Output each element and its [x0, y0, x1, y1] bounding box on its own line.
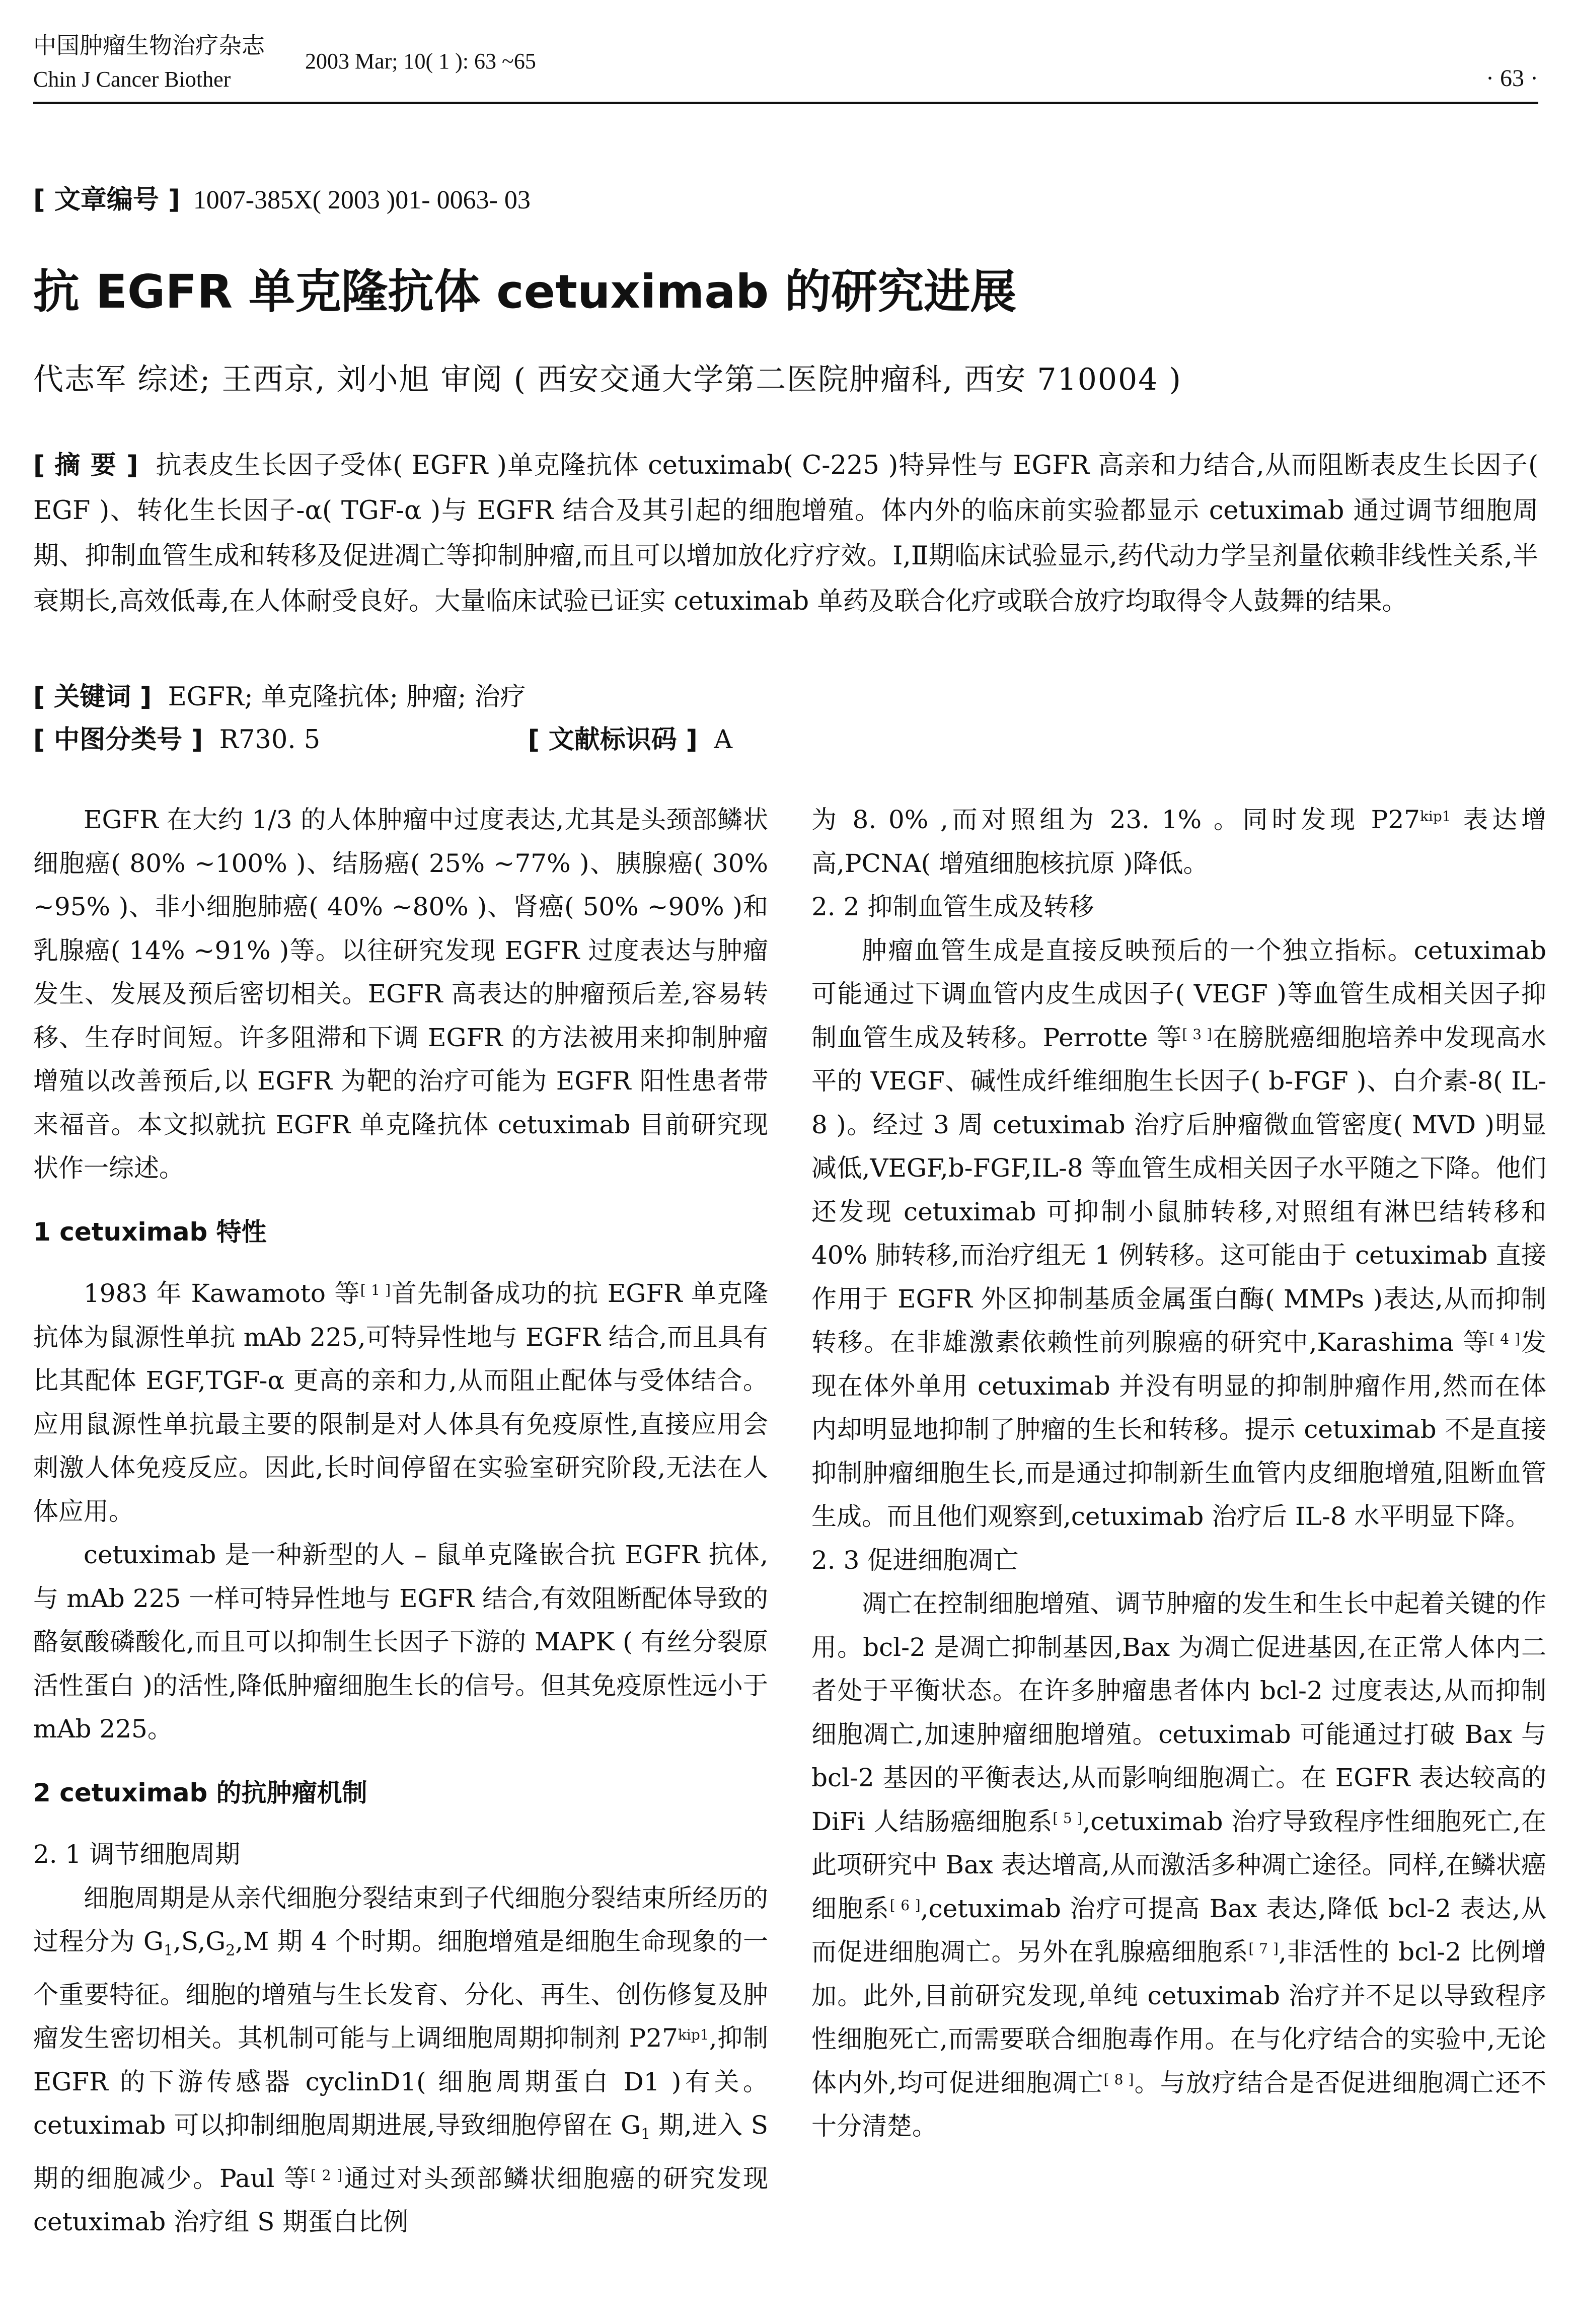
continued-paragraph: 为 8. 0% ,而对照组为 23. 1% 。同时发现 $P27^{kip1}$ 表达增高,PCNA( 增殖细胞核抗原 )降低。 — [811, 805, 1546, 878]
issue-info: 2003 Mar; 10( 1 ): 63 ~65 — [305, 49, 536, 74]
article-number-label: [ 文章编号 ] — [33, 185, 180, 215]
classification — [33, 717, 1538, 763]
page-number: · 63 · — [1486, 65, 1538, 92]
right-column — [811, 798, 1546, 2148]
abstract-label: [ 摘 要 ] — [33, 451, 138, 480]
section-2-1-paragraph: 细胞周期是从亲代细胞分裂结束到子代细胞分裂结束所经历的过程分为 $G_1,S,G_2,M$ 期 4 个时期。细胞增殖是细胞生命现象的一个重要特征。细胞的增殖与生长发育、分化、再生、创伤修复及肿瘤发生密切相关。其机制可能与上调细胞周期抑制剂 $P27^{kip1}$,抑制 EGFR 的下游传感器 cyclinD1( 细胞周期蛋白 D1 )有关。cetuximab 可以抑制细胞周期进展,导致细胞停留在 $G_1$ 期,进入 S 期的细胞减少。Paul 等[ 2 ]通过对头颈部鳞状细胞癌的研究发现 cetuximab 治疗组 S 期蛋白比例 — [33, 1883, 769, 2236]
doc-code-value: A — [714, 725, 733, 755]
citation-8: [ 8 ] — [1103, 2071, 1134, 2088]
article-number — [33, 182, 1538, 218]
section-2-3-heading: 2. 3 促进细胞凋亡 — [811, 1545, 1019, 1575]
journal-name-en: Chin J Cancer Biother — [33, 67, 231, 92]
section-1-paragraph-2: cetuximab 是一种新型的人 – 鼠单克隆嵌合抗 EGFR 抗体,与 mAb 225 一样可特异性地与 EGFR 结合,有效阻断配体导致的酪氨酸磷酸化,而且可以抑制生长因子下游的 MAPK ( 有丝分裂原活性蛋白 )的活性,降低肿瘤细胞生长的信号。但其免疫原性远小于 mAb 225。 — [33, 1540, 768, 1744]
left-column — [33, 798, 768, 2244]
section-2-1-heading: 2. 1 调节细胞周期 — [33, 1840, 241, 1869]
section-2-heading: 2 cetuximab 的抗肿瘤机制 — [33, 1778, 367, 1807]
citation-7: [ 7 ] — [1248, 1940, 1279, 1957]
authors-line: 代志军 综述; 王西京, 刘小旭 审阅 ( 西安交通大学第二医院肿瘤科, 西安 710004 ) — [33, 362, 1182, 397]
citation-6: [ 6 ] — [889, 1897, 921, 1914]
section-2-2-heading: 2. 2 抑制血管生成及转移 — [811, 892, 1094, 921]
abstract-text: 抗表皮生长因子受体( EGFR )单克隆抗体 cetuximab( C-225 )特异性与 EGFR 高亲和力结合,从而阻断表皮生长因子( EGF )、转化生长因子-α( TGF-α )与 EGFR 结合及其引起的细胞增殖。体内外的临床前实验都显示 cetuximab 通过调节细胞周期、抑制血管生成和转移及促进凋亡等抑制肿瘤,而且可以增加放化疗疗效。Ⅰ,Ⅱ期临床试验显示,药代动力学呈剂量依赖非线性关系,半衰期长,高效低毒,在人体耐受良好。大量临床试验已证实 cetuximab 单药及联合化疗或联合放疗均取得令人鼓舞的结果。 — [33, 451, 1538, 616]
section-2-2-paragraph: 肿瘤血管生成是直接反映预后的一个独立指标。cetuximab 可能通过下调血管内皮生成因子( VEGF )等血管生成相关因子抑制血管生成及转移。Perrotte 等[ 3 ]在膀胱癌细胞培养中发现高水平的 VEGF、碱性成纤维细胞生长因子( b-FGF )、白介素-8( IL-8 )。经过 3 周 cetuximab 治疗后肿瘤微血管密度( MVD )明显减低,VEGF,b-FGF,IL-8 等血管生成相关因子水平随之下降。他们还发现 cetuximab 可抑制小鼠肺转移,对照组有淋巴结转移和 40% 肺转移,而治疗组无 1 例转移。这可能由于 cetuximab 直接作用于 EGFR 外区抑制基质金属蛋白酶( MMPs )表达,从而抑制转移。在非雄激素依赖性前列腺癌的研究中,Karashima 等[ 4 ]发现在体外单用 cetuximab 并没有明显的抑制肿瘤作用,然而在体内却明显地抑制了肿瘤的生长和转移。提示 cetuximab 不是直接抑制肿瘤细胞生长,而是通过抑制新生血管内皮细胞增殖,阻断血管生成。而且他们观察到,cetuximab 治疗后 IL-8 水平明显下降。 — [811, 935, 1547, 1531]
citation-4: [ 4 ] — [1489, 1331, 1520, 1347]
intro-paragraph: EGFR 在大约 1/3 的人体肿瘤中过度表达,尤其是头颈部鳞状细胞癌( 80% ~100% )、结肠癌( 25% ~77% )、胰腺癌( 30% ~95% )、非小细胞肺癌( 40% ~80% )、肾癌( 50% ~90% )和乳腺癌( 14% ~91% )等。以往研究发现 EGFR 过度表达与肿瘤发生、发展及预后密切相关。EGFR 高表达的肿瘤预后差,容易转移、生存时间短。许多阻滞和下调 EGFR 的方法被用来抑制肿瘤增殖以改善预后,以 EGFR 为靶的治疗可能为 EGFR 阳性患者带来福音。本文拟就抗 EGFR 单克隆抗体 cetuximab 目前研究现状作一综述。 — [33, 805, 768, 1183]
doc-code-label: [ 文献标识码 ] — [528, 725, 698, 755]
citation-5: [ 5 ] — [1053, 1809, 1083, 1827]
citation-1: [ 1 ] — [360, 1282, 391, 1298]
citation-3: [ 3 ] — [1182, 1026, 1213, 1043]
abstract — [33, 443, 1538, 624]
keywords — [33, 675, 1538, 720]
clc-value: R730. 5 — [219, 725, 321, 755]
article-number-value: 1007-385X( 2003 )01- 0063- 03 — [193, 186, 531, 214]
section-2-3-paragraph: 凋亡在控制细胞增殖、调节肿瘤的发生和生长中起着关键的作用。bcl-2 是凋亡抑制基因,Bax 为凋亡促进基因,在正常人体内二者处于平衡状态。在许多肿瘤患者体内 bcl-2 过度表达,从而抑制细胞凋亡,加速肿瘤细胞增殖。cetuximab 可能通过打破 Bax 与 bcl-2 基因的平衡表达,从而影响细胞凋亡。在 EGFR 表达较高的 DiFi 人结肠癌细胞系[ 5 ],cetuximab 治疗导致程序性细胞死亡,在此项研究中 Bax 表达增高,从而激活多种凋亡途径。同样,在鳞状癌细胞系[ 6 ],cetuximab 治疗可提高 Bax 表达,降低 bcl-2 表达,从而促进细胞凋亡。另外在乳腺癌细胞系[ 7 ],非活性的 bcl-2 比例增加。此外,目前研究发现,单纯 cetuximab 治疗并不足以导致程序性细胞死亡,而需要联合细胞毒作用。在与化疗结合的实验中,无论体内外,均可促进细胞凋亡[ 8 ]。与放疗结合是否促进细胞凋亡还不十分清楚。 — [811, 1589, 1547, 2141]
article-title: 抗 EGFR 单克隆抗体 cetuximab 的研究进展 — [33, 265, 1017, 319]
keywords-label: [ 关键词 ] — [33, 682, 152, 712]
citation-2: [ 2 ] — [311, 2166, 343, 2184]
running-header — [33, 26, 1538, 104]
clc-label: [ 中图分类号 ] — [33, 725, 203, 755]
keywords-text: EGFR; 单克隆抗体; 肿瘤; 治疗 — [168, 682, 526, 712]
journal-name-cn: 中国肿瘤生物治疗杂志 — [33, 32, 265, 59]
section-1-heading: 1 cetuximab 特性 — [33, 1217, 267, 1247]
section-1-paragraph-1: 1983 年 Kawamoto 等[ 1 ]首先制备成功的抗 EGFR 单克隆抗体为鼠源性单抗 mAb 225,可特异性地与 EGFR 结合,而且具有比其配体 EGF,TGF-α 更高的亲和力,从而阻止配体与受体结合。应用鼠源性单抗最主要的限制是对人体具有免疫原性,直接应用会刺激人体免疫反应。因此,长时间停留在实验室研究阶段,无法在人体应用。 — [33, 1279, 768, 1526]
